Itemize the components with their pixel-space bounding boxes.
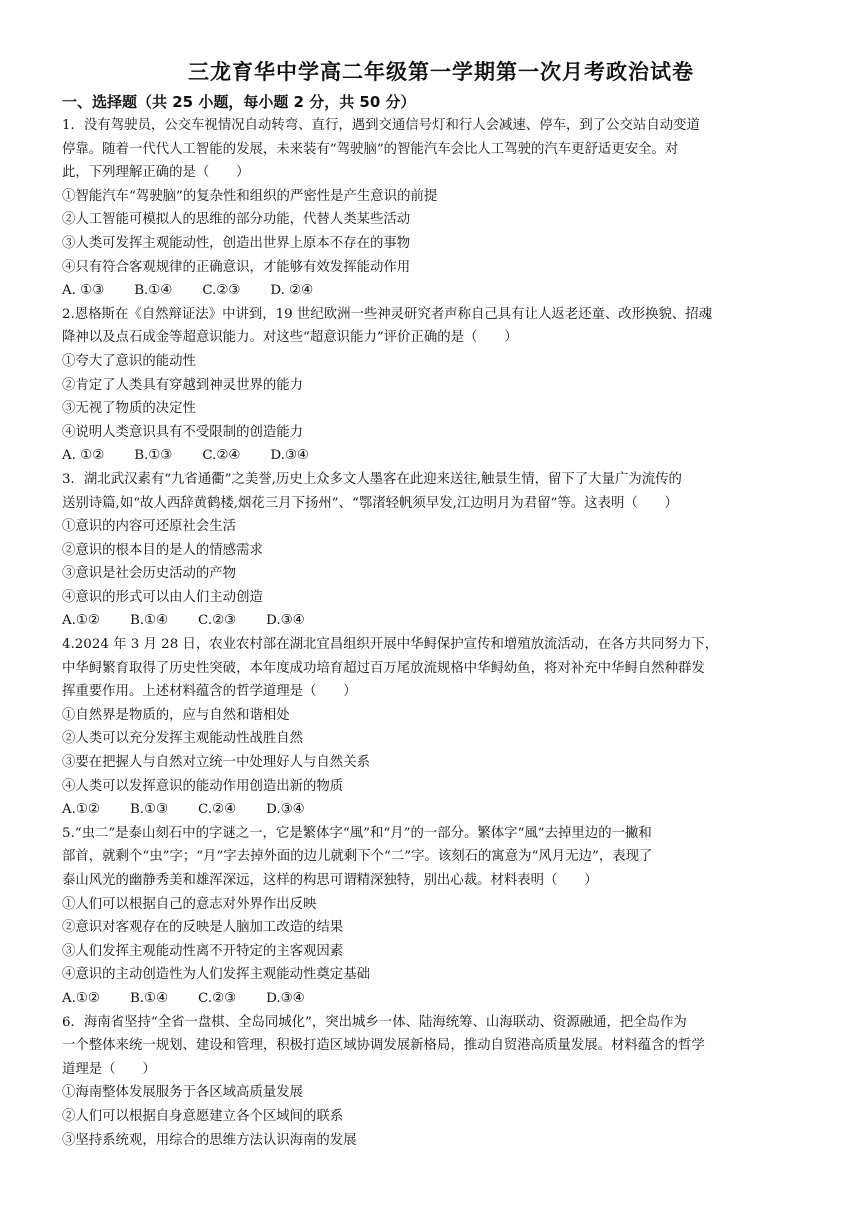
statement-item: ①夸大了意识的能动性 [62,353,196,369]
statement-item: ③人类可发挥主观能动性，创造出世界上原本不存在的事物 [62,235,411,251]
statement-item: ③要在把握人与自然对立统一中处理好人与自然关系 [62,755,370,771]
question-stem-line: 5.“虫二”是泰山刻石中的字谜之一，它是繁体字“風”和“月”的一部分。繁体字“風”去掉里边的一撇和 [62,825,652,841]
statement-item: ①海南整体发展服务于各区域高质量发展 [62,1085,304,1101]
question-stem-line: 2.恩格斯在《自然辩证法》中讲到，19 世纪欧洲一些神灵研究者声称自己具有让人返老还童、改形换貌、招魂 [62,306,713,322]
answer-options [62,279,820,303]
statement-item: ②人类可以充分发挥主观能动性战胜自然 [62,731,304,747]
question-stem-line: 中华鲟繁育取得了历史性突破，本年度成功培育超过百万尾放流规格中华鲟幼鱼，将对补充中华鲟自然种群发 [62,660,705,676]
question-stem-line: 6．海南省坚持“全省一盘棋、全岛同城化”，突出城乡一体、陆海统筹、山海联动、资源融通，把全岛作为 [62,1014,687,1030]
question-stem-line: 挥重要作用。上述材料蕴含的哲学道理是（ ） [62,684,357,700]
question-block [62,822,820,1011]
statement-item: ④说明人类意识具有不受限制的创造能力 [62,424,304,440]
answer-option[interactable]: C.②④ [202,448,241,464]
answer-options [62,444,820,468]
answer-option[interactable]: D.③④ [266,990,305,1006]
answer-option[interactable]: B.①③ [134,448,173,464]
statement-item: ③意识是社会历史活动的产物 [62,566,237,582]
statement-item: ①意识的内容可还原社会生活 [62,519,237,535]
statement-item: ④意识的形式可以由人们主动创造 [62,589,263,605]
answer-option[interactable]: B.①③ [129,802,169,818]
answer-option[interactable]: A.①② [62,802,100,818]
answer-option[interactable]: B.①④ [129,990,169,1006]
question-list [62,114,820,1152]
question-stem-line: 降神以及点石成金等超意识能力。对这些“超意识能力”评价正确的是（ ） [62,330,518,346]
answer-options [62,798,820,822]
answer-option[interactable]: D. ②④ [270,283,314,299]
statement-item: ②意识的根本目的是人的情感需求 [62,542,263,558]
answer-option[interactable]: A.①② [62,990,100,1006]
answer-option[interactable]: B.①④ [129,613,169,629]
statement-item: ④人类可以发挥意识的能动作用创造出新的物质 [62,778,344,794]
answer-option[interactable]: A. ①② [62,448,105,464]
statement-item: ③坚持系统观，用综合的思维方法认识海南的发展 [62,1132,357,1148]
statement-item: ①人们可以根据自己的意志对外界作出反映 [62,896,317,912]
question-stem-line: 泰山风光的幽静秀美和雄浑深远，这样的构思可谓精深独特，别出心裁。材料表明（ ） [62,873,598,888]
statement-item: ①智能汽车“驾驶脑”的复杂性和组织的严密性是产生意识的前提 [62,188,438,204]
statement-item: ①自然界是物质的，应与自然和谐相处 [62,707,290,723]
answer-option[interactable]: A.①② [62,613,100,629]
statement-item: ④只有符合客观规律的正确意识，才能够有效发挥能动作用 [62,259,411,275]
statement-item: ②意识对客观存在的反映是人脑加工改造的结果 [62,920,344,936]
question-block [62,114,820,303]
question-stem-line: 停靠。随着一代代人工智能的发展，未来装有“驾驶脑”的智能汽车会比人工驾驶的汽车更舒适更安全。对 [62,141,679,157]
answer-option[interactable]: C.②③ [202,283,241,299]
answer-option[interactable]: C.②④ [198,802,237,818]
question-stem-line: 此，下列理解正确的是（ ） [62,165,250,181]
statement-item: ④意识的主动创造性为人们发挥主观能动性奠定基础 [62,967,370,983]
question-stem-line: 送别诗篇,如“故人西辞黄鹤楼,烟花三月下扬州”、“鄂渚轻帆须早发,江边明月为君留”等。这表明（ ） [62,495,678,511]
answer-option[interactable]: D.③④ [266,613,305,629]
answer-option[interactable]: D.③④ [266,802,305,818]
question-stem-line: 3．湖北武汉素有“九省通衢”之美誉,历史上众多文人墨客在此迎来送往,触景生情，留下了大量广为流传的 [62,471,682,487]
statement-item: ②肯定了人类具有穿越到神灵世界的能力 [62,377,304,393]
question-block [62,1011,820,1153]
question-stem-line: 1．没有驾驶员，公交车视情况自动转弯、直行，遇到交通信号灯和行人会减速、停车，到了公交站自动变道 [62,118,700,133]
question-block [62,303,820,468]
answer-option[interactable]: B.①④ [134,283,173,299]
statement-item: ③人们发挥主观能动性离不开特定的主客观因素 [62,943,344,959]
question-block [62,633,820,822]
answer-option[interactable]: C.②③ [198,990,237,1006]
statement-item: ③无视了物质的决定性 [62,401,196,417]
question-stem-line: 4.2024 年 3 月 28 日，农业农村部在湖北宜昌组织开展中华鲟保护宣传和增殖放流活动，在各方共同努力下， [62,637,719,653]
answer-option[interactable]: D.③④ [270,448,309,464]
answer-option[interactable]: C.②③ [198,613,237,629]
question-stem-line: 一个整体来统一规划、建设和管理，积极打造区域协调发展新格局，推动自贸港高质量发展。材料蕴含的哲学 [62,1038,705,1054]
statement-item: ②人们可以根据自身意愿建立各个区域间的联系 [62,1108,344,1124]
answer-options [62,609,820,633]
question-block [62,468,820,633]
statement-item: ②人工智能可模拟人的思维的部分功能，代替人类某些活动 [62,212,411,228]
question-stem-line: 道理是（ ） [62,1061,156,1077]
answer-option[interactable]: A. ①③ [62,283,105,299]
answer-options [62,987,820,1011]
section-heading: 一、选择题（共 25 小题，每小题 2 分，共 50 分） [62,93,416,111]
question-stem-line: 部首，就剩个“虫”字；“月”字去掉外面的边儿就剩下个“二”字。该刻石的寓意为“风月无边”，表现了 [62,849,653,865]
exam-title: 三龙育华中学高二年级第一学期第一次月考政治试卷 [188,60,694,84]
